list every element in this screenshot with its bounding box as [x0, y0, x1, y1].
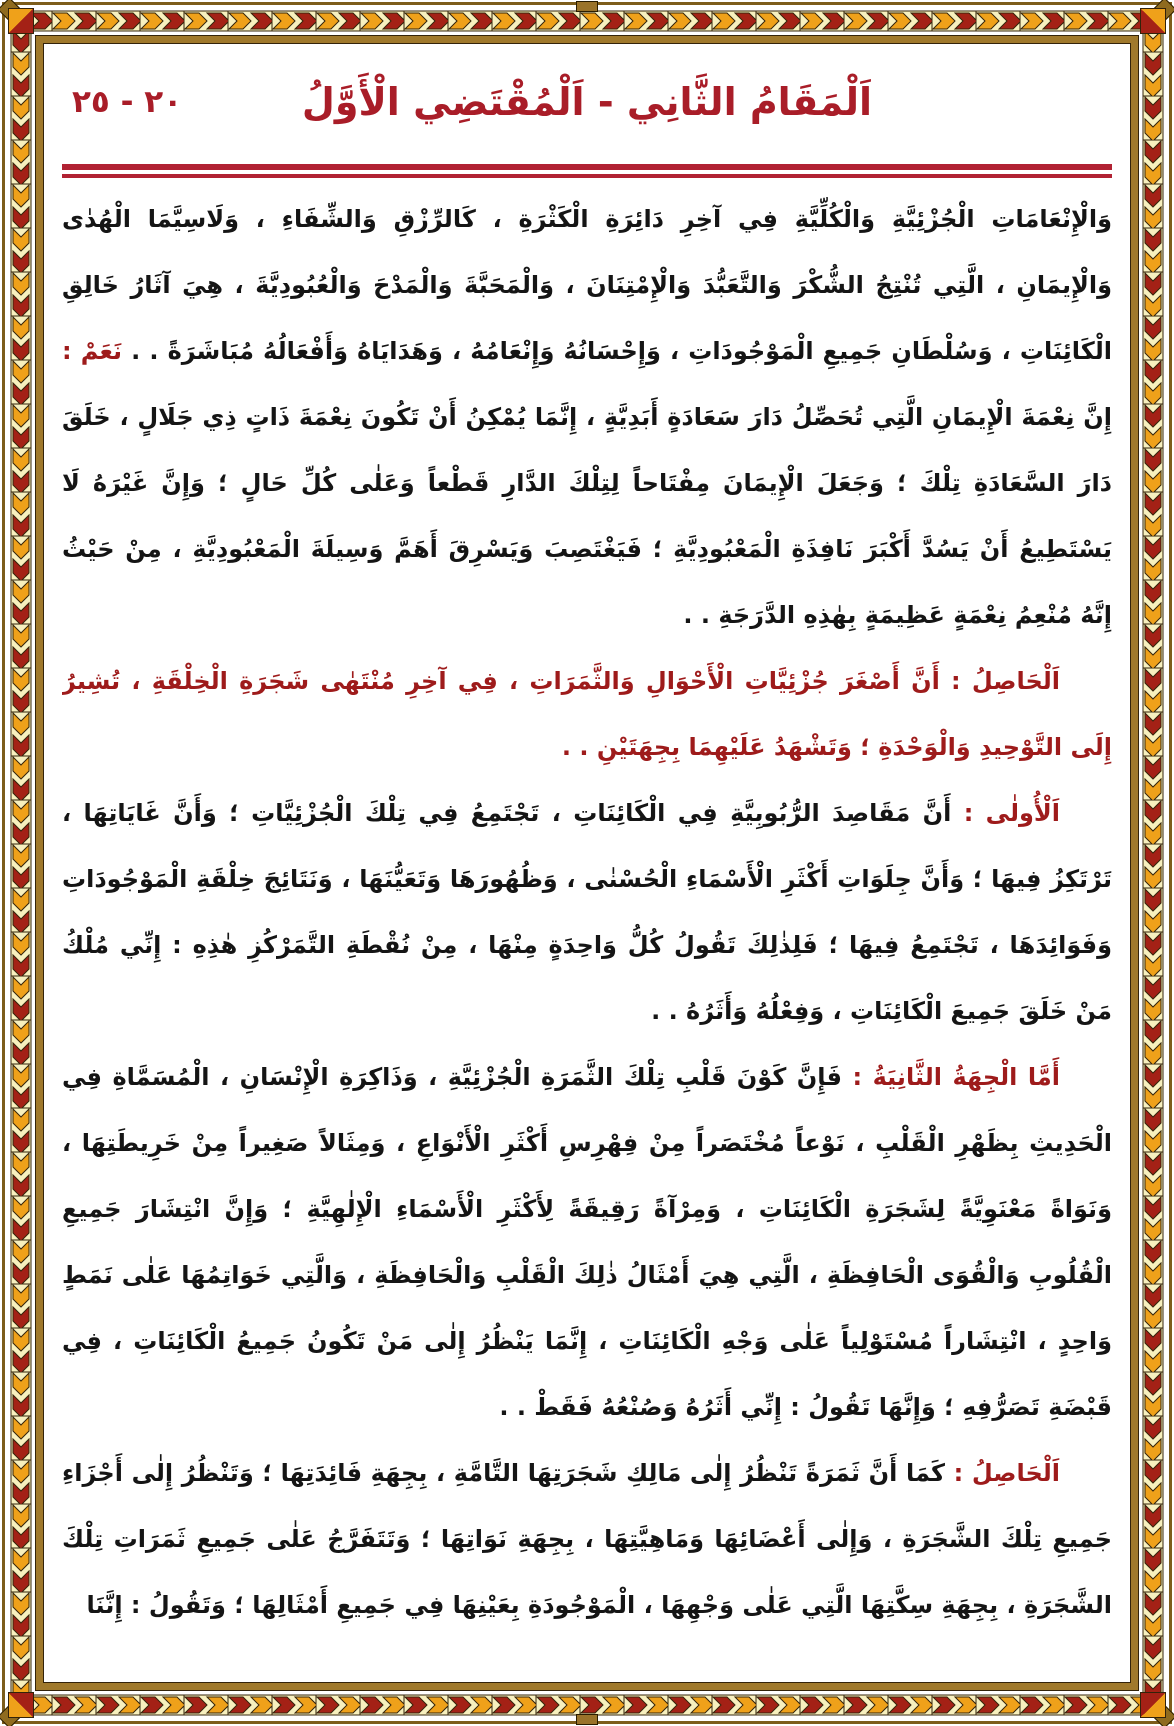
page-content	[62, 44, 1112, 1680]
ornament-corner-icon	[8, 8, 34, 34]
emphasis-red-text: نَعَمْ :	[62, 337, 123, 365]
body-text-run: وَالْإِنْعَامَاتِ الْجُزْئِيَّةِ وَالْكُلِّيَّةِ فِي آخِرِ دَائِرَةِ الْكَثْرَةِ ، كَالرِّزْقِ وَالشِّفَاءِ ، وَلَاسِيَّمَا الْهُدٰى وَالْإِيمَانِ ، الَّتِي تُنْتِجُ الشُّكْرَ وَالتَّعَبُّدَ وَالْإِمْتِنَانَ ، وَالْمَحَبَّةَ وَالْمَدْحَ وَالْعُبُودِيَّةَ ، هِيَ آثَارُ خَالِقِ الْكَائِنَاتِ ، وَسُلْطَانِ جَمِيعِ الْمَوْجُودَاتِ ، وَإِحْسَانُهُ وَإِنْعَامُهُ ، وَهَدَايَاهُ وَأَفْعَالُهُ مُبَاشَرَةً . .	[62, 205, 1112, 365]
emphasis-red-text: اَلْأُولٰى :	[951, 799, 1060, 827]
emphasis-red-text: اَلْحَاصِلُ : أَنَّ أَصْغَرَ جُزْئِيَّاتِ الْأَحْوَالِ وَالثَّمَرَاتِ ، فِي آخِرِ مُنْتَهٰى شَجَرَةِ الْخِلْقَةِ ، تُشِيرُ إِلَى التَّوْحِيدِ وَالْوَحْدَةِ ؛ وَتَشْهَدُ عَلَيْهِمَا بِجِهَتَيْنِ . .	[62, 667, 1112, 761]
ornament-corner-icon	[1140, 8, 1166, 34]
paragraph	[62, 648, 1112, 780]
text-body	[62, 186, 1112, 1638]
paragraph	[62, 1044, 1112, 1440]
emphasis-red-text: اَلْحَاصِلُ :	[945, 1459, 1060, 1487]
ornament-corner-icon	[8, 1692, 34, 1718]
title-rule	[62, 164, 1112, 178]
body-text-run: فَإِنَّ كَوْنَ قَلْبِ تِلْكَ الثَّمَرَةِ الْجُزْئِيَّةِ ، وَذَاكِرَةِ الْإِنْسَانِ ، الْمُسَمَّاةِ فِي الْحَدِيثِ بِظَهْرِ الْقَلْبِ ، نَوْعاً مُخْتَصَراً مِنْ فِهْرِسِ أَكْثَرِ الْأَنْوَاعِ ، وَمِثَالاً صَغِيراً مِنْ خَرِيطَتِهَا ، وَنَوَاةً مَعْنَوِيَّةً لِشَجَرَةِ الْكَائِنَاتِ ، وَمِرْآةً رَقِيقَةً لِأَكْثَرِ الْأَسْمَاءِ الْإِلٰهِيَّةِ ؛ وَإِنَّ انْتِشَارَ جَمِيعِ الْقُلُوبِ وَالْقُوَى الْحَافِظَةِ ، الَّتِي هِيَ أَمْثَالُ ذٰلِكَ الْقَلْبِ وَالْحَافِظَةِ ، وَالَّتِي خَوَاتِمُهَا عَلٰى نَمَطٍ وَاحِدٍ ، انْتِشَاراً مُسْتَوْلِياً عَلٰى وَجْهِ الْكَائِنَاتِ ، إِنَّمَا يَنْظُرُ إِلٰى مَنْ تَكُونُ جَمِيعُ الْكَائِنَاتِ ، فِي قَبْضَةِ تَصَرُّفِهِ ؛ وَإِنَّهَا تَقُولُ : إِنِّي أَثَرُهُ وَصُنْعُهُ فَقَطْ . .	[62, 1063, 1112, 1421]
frame-center-ornament-top	[576, 1, 598, 12]
page-number-label: ٢٠ - ٢٥	[72, 84, 183, 120]
title-rule-thick-line	[62, 164, 1112, 170]
ornament-corner-icon	[1140, 1692, 1166, 1718]
body-text-run: كَمَا أَنَّ ثَمَرَةً تَنْظُرُ إِلٰى مَالِكِ شَجَرَتِهَا التَّامَّةِ ، بِجِهَةِ فَائِدَتِهَا ؛ وَتَنْظُرُ إِلٰى أَجْزَاءِ جَمِيعِ تِلْكَ الشَّجَرَةِ ، وَإِلٰى أَعْضَائِهَا وَمَاهِيَّتِهَا ، بِجِهَةِ نَوَاتِهَا ؛ وَتَتَفَرَّجُ عَلٰى جَمِيعِ ثَمَرَاتِ تِلْكَ الشَّجَرَةِ ، بِجِهَةِ سِكَّتِهَا الَّتِي عَلٰى وَجْهِهَا ، الْمَوْجُودَةِ بِعَيْنِهَا فِي جَمِيعِ أَمْثَالِهَا ؛ وَتَقُولُ : إِنَّنَا	[62, 1459, 1112, 1619]
paragraph	[62, 780, 1112, 1044]
body-text-run: إِنَّ نِعْمَةَ الْإِيمَانِ الَّتِي تُحَصِّلُ دَارَ سَعَادَةٍ أَبَدِيَّةٍ ، إِنَّمَا يُمْكِنُ أَنْ تَكُونَ نِعْمَةَ ذَاتٍ ذِي جَلَالٍ ، خَلَقَ دَارَ السَّعَادَةِ تِلْكَ ؛ وَجَعَلَ الْإِيمَانَ مِفْتَاحاً لِتِلْكَ الدَّارِ قَطْعاً وَعَلٰى كُلِّ حَالٍ ؛ وَإِنَّ غَيْرَهُ لَا يَسْتَطِيعُ أَنْ يَسُدَّ أَكْبَرَ نَافِذَةِ الْمَعْبُودِيَّةِ ؛ فَيَغْتَصِبَ وَيَسْرِقَ أَهَمَّ وَسِيلَةَ الْمَعْبُودِيَّةِ ، مِنْ حَيْثُ إِنَّهُ مُنْعِمُ نِعْمَةٍ عَظِيمَةٍ بِهٰذِهِ الدَّرَجَةِ . .	[62, 403, 1112, 629]
ornament-band-left	[8, 8, 34, 1718]
paragraph	[62, 1440, 1112, 1638]
title-rule-thin-line	[62, 174, 1112, 178]
frame-center-ornament-bottom	[576, 1714, 598, 1725]
body-text-run: أَنَّ مَقَاصِدَ الرُّبُوبِيَّةِ فِي الْكَائِنَاتِ ، تَجْتَمِعُ فِي تِلْكَ الْجُزْئِيَّاتِ ؛ وَأَنَّ غَايَاتِهَا ، تَرْتَكِزُ فِيهَا ؛ وَأَنَّ جِلَوَاتِ أَكْثَرِ الْأَسْمَاءِ الْحُسْنٰى ، وَظُهُورَهَا وَتَعَيُّنَهَا ، وَنَتَائِجَ خِلْقَةِ الْمَوْجُودَاتِ وَفَوَائِدَهَا ، تَجْتَمِعُ فِيهَا ؛ فَلِذٰلِكَ تَقُولُ كُلُّ وَاحِدَةٍ مِنْهَا ، مِنْ نُقْطَةِ التَّمَرْكُزِ هٰذِهِ : إِنِّي مُلْكُ مَنْ خَلَقَ جَمِيعَ الْكَائِنَاتِ ، وَفِعْلُهُ وَأَثَرُهُ . .	[62, 799, 1112, 1025]
page-header	[62, 62, 1112, 150]
ornament-band-right	[1140, 8, 1166, 1718]
paragraph	[62, 186, 1112, 648]
emphasis-red-text: أَمَّا الْجِهَةُ الثَّانِيَةُ :	[842, 1063, 1060, 1091]
page-title: اَلْمَقَامُ الثَّانِي - اَلْمُقْتَضِي الْأَوَّلُ	[301, 80, 873, 124]
